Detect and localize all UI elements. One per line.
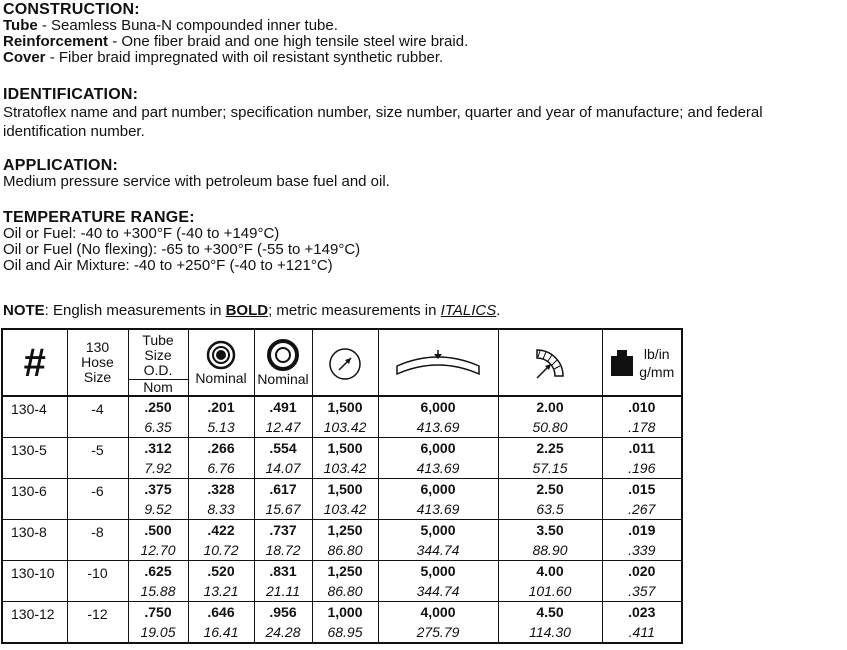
od-nominal-label: Nominal bbox=[257, 370, 309, 387]
weight-metric-cell: .196 bbox=[602, 458, 682, 479]
weight-metric-cell: .339 bbox=[602, 540, 682, 561]
id-nominal-label: Nominal bbox=[195, 369, 247, 386]
bend-radius-metric-cell: 88.90 bbox=[498, 540, 602, 561]
hose-size-cell: -5 bbox=[67, 438, 128, 479]
inner-diameter-metric-cell: 6.76 bbox=[188, 458, 254, 479]
note-text-3: . bbox=[496, 302, 501, 319]
id-header bbox=[188, 329, 254, 396]
part-number-cell: 130-12 bbox=[2, 602, 67, 644]
hose-size-cell: -8 bbox=[67, 520, 128, 561]
pressure-gauge-icon bbox=[313, 345, 378, 381]
inner-diameter-cell: .328 bbox=[188, 479, 254, 500]
burst-pressure-metric-cell: 413.69 bbox=[378, 458, 498, 479]
weight-unit-imperial: lb/in bbox=[643, 345, 670, 362]
operating-pressure-metric-cell: 86.80 bbox=[312, 581, 378, 602]
bend-radius-metric-cell: 57.15 bbox=[498, 458, 602, 479]
tube-od-metric-cell: 19.05 bbox=[128, 622, 188, 643]
part-number-cell: 130-10 bbox=[2, 561, 67, 602]
tube-nom-label: Nom bbox=[129, 379, 188, 395]
reinforcement-line bbox=[3, 34, 468, 50]
table-row bbox=[2, 438, 682, 459]
inner-diameter-cell: .422 bbox=[188, 520, 254, 541]
outer-diameter-metric-cell: 12.47 bbox=[254, 417, 312, 438]
tube-od-metric-cell: 7.92 bbox=[128, 458, 188, 479]
construction-section bbox=[3, 1, 468, 66]
weight-cell: .019 bbox=[602, 520, 682, 541]
outer-diameter-cell: .831 bbox=[254, 561, 312, 582]
note-bold-word: BOLD bbox=[225, 302, 269, 319]
identification-line-1: Stratoflex name and part number; specification number, size number, quarter and year of manufacture; and federal bbox=[3, 104, 763, 121]
inner-diameter-cell: .646 bbox=[188, 602, 254, 623]
bend-radius-cell: 3.50 bbox=[498, 520, 602, 541]
table-body bbox=[2, 396, 682, 643]
inner-diameter-metric-cell: 10.72 bbox=[188, 540, 254, 561]
table-header-row bbox=[2, 329, 682, 396]
temperature-heading: TEMPERATURE RANGE: bbox=[3, 209, 195, 226]
inner-diameter-metric-cell: 13.21 bbox=[188, 581, 254, 602]
weight-metric-cell: .357 bbox=[602, 581, 682, 602]
table-row bbox=[2, 520, 682, 541]
application-heading: APPLICATION: bbox=[3, 157, 118, 174]
inner-diameter-metric-cell: 5.13 bbox=[188, 417, 254, 438]
burst-pressure-metric-cell: 344.74 bbox=[378, 581, 498, 602]
tube-od-cell: .750 bbox=[128, 602, 188, 623]
application-section bbox=[3, 157, 390, 190]
inner-diameter-icon bbox=[189, 340, 254, 370]
weight-cell: .011 bbox=[602, 438, 682, 459]
weight-cell: .010 bbox=[602, 396, 682, 417]
note-text-1: : English measurements in bbox=[44, 302, 226, 319]
bend-radius-icon bbox=[499, 344, 602, 382]
temperature-line-2: Oil or Fuel (No flexing): -65 to +300°F (-55 to +149°C) bbox=[3, 241, 361, 258]
operating-pressure-metric-cell: 68.95 bbox=[312, 622, 378, 643]
burst-pressure-metric-cell: 413.69 bbox=[378, 417, 498, 438]
operating-pressure-cell: 1,250 bbox=[312, 520, 378, 541]
tube-size-header bbox=[128, 329, 188, 396]
identification-line-2: identification number. bbox=[3, 123, 145, 140]
note-line bbox=[3, 302, 500, 319]
hose-size-cell: -12 bbox=[67, 602, 128, 644]
tube-od-cell: .500 bbox=[128, 520, 188, 541]
cover-text: - Fiber braid impregnated with oil resistant synthetic rubber. bbox=[45, 49, 444, 66]
operating-pressure-cell: 1,500 bbox=[312, 438, 378, 459]
temperature-section bbox=[3, 209, 360, 274]
weight-header bbox=[602, 329, 682, 396]
tube-od-cell: .625 bbox=[128, 561, 188, 582]
bend-radius-metric-cell: 63.5 bbox=[498, 499, 602, 520]
tube-text: - Seamless Buna-N compounded inner tube. bbox=[37, 17, 338, 34]
burst-pressure-cell: 6,000 bbox=[378, 396, 498, 417]
tube-od-metric-cell: 9.52 bbox=[128, 499, 188, 520]
part-number-cell: 130-8 bbox=[2, 520, 67, 561]
outer-diameter-cell: .956 bbox=[254, 602, 312, 623]
weight-cell: .015 bbox=[602, 479, 682, 500]
hose-size-line-3: Size bbox=[83, 369, 112, 385]
operating-pressure-metric-cell: 103.42 bbox=[312, 458, 378, 479]
reinforcement-label: Reinforcement bbox=[3, 33, 109, 50]
identification-section bbox=[3, 86, 763, 141]
spec-table bbox=[1, 328, 683, 644]
bend-radius-cell: 4.00 bbox=[498, 561, 602, 582]
bend-radius-cell: 2.25 bbox=[498, 438, 602, 459]
tube-od-metric-cell: 6.35 bbox=[128, 417, 188, 438]
temperature-line-1: Oil or Fuel: -40 to +300°F (-40 to +149°C) bbox=[3, 225, 280, 242]
outer-diameter-metric-cell: 24.28 bbox=[254, 622, 312, 643]
operating-pressure-metric-cell: 103.42 bbox=[312, 499, 378, 520]
cover-line bbox=[3, 50, 468, 66]
operating-pressure-cell: 1,250 bbox=[312, 561, 378, 582]
burst-pressure-cell: 5,000 bbox=[378, 520, 498, 541]
burst-pressure-cell: 6,000 bbox=[378, 438, 498, 459]
hose-size-line-1: 130 bbox=[85, 339, 110, 355]
hose-size-cell: -4 bbox=[67, 396, 128, 438]
weight-metric-cell: .411 bbox=[602, 622, 682, 643]
hose-size-header bbox=[67, 329, 128, 396]
burst-pressure-cell: 5,000 bbox=[378, 561, 498, 582]
tube-od-metric-cell: 15.88 bbox=[128, 581, 188, 602]
tube-od-cell: .250 bbox=[128, 396, 188, 417]
bend-radius-metric-cell: 101.60 bbox=[498, 581, 602, 602]
tube-line bbox=[3, 18, 468, 34]
operating-pressure-cell: 1,500 bbox=[312, 479, 378, 500]
part-number-header bbox=[2, 329, 67, 396]
inner-diameter-metric-cell: 8.33 bbox=[188, 499, 254, 520]
hose-size-cell: -6 bbox=[67, 479, 128, 520]
bend-radius-cell: 2.00 bbox=[498, 396, 602, 417]
table-row bbox=[2, 396, 682, 417]
note-text-2: ; metric measurements in bbox=[268, 302, 441, 319]
outer-diameter-cell: .554 bbox=[254, 438, 312, 459]
cover-label: Cover bbox=[3, 49, 46, 66]
weight-metric-cell: .267 bbox=[602, 499, 682, 520]
weight-icon bbox=[609, 348, 635, 378]
outer-diameter-metric-cell: 14.07 bbox=[254, 458, 312, 479]
table-row bbox=[2, 561, 682, 582]
table-row bbox=[2, 602, 682, 623]
burst-pressure-metric-cell: 344.74 bbox=[378, 540, 498, 561]
bend-radius-cell: 2.50 bbox=[498, 479, 602, 500]
operating-pressure-cell: 1,000 bbox=[312, 602, 378, 623]
inner-diameter-cell: .266 bbox=[188, 438, 254, 459]
weight-cell: .023 bbox=[602, 602, 682, 623]
tube-size-line-1: Tube bbox=[142, 332, 174, 348]
temperature-line-3: Oil and Air Mixture: -40 to +250°F (-40 to +121°C) bbox=[3, 257, 333, 274]
bend-radius-metric-cell: 50.80 bbox=[498, 417, 602, 438]
burst-header bbox=[378, 329, 498, 396]
od-header bbox=[254, 329, 312, 396]
weight-unit-metric: g/mm bbox=[639, 363, 675, 380]
burst-pressure-metric-cell: 275.79 bbox=[378, 622, 498, 643]
weight-metric-cell: .178 bbox=[602, 417, 682, 438]
application-text: Medium pressure service with petroleum base fuel and oil. bbox=[3, 173, 390, 190]
bend-radius-metric-cell: 114.30 bbox=[498, 622, 602, 643]
inner-diameter-metric-cell: 16.41 bbox=[188, 622, 254, 643]
pressure-header bbox=[312, 329, 378, 396]
hose-size-cell: -10 bbox=[67, 561, 128, 602]
part-number-cell: 130-4 bbox=[2, 396, 67, 438]
inner-diameter-cell: .201 bbox=[188, 396, 254, 417]
tube-od-metric-cell: 12.70 bbox=[128, 540, 188, 561]
tube-size-line-2: Size bbox=[144, 347, 172, 363]
note-italic-word: ITALICS bbox=[440, 302, 497, 319]
tube-label: Tube bbox=[3, 17, 38, 34]
bend-radius-header bbox=[498, 329, 602, 396]
bend-radius-cell: 4.50 bbox=[498, 602, 602, 623]
table-row bbox=[2, 479, 682, 500]
tube-size-line-3: O.D. bbox=[143, 362, 173, 378]
outer-diameter-cell: .617 bbox=[254, 479, 312, 500]
operating-pressure-cell: 1,500 bbox=[312, 396, 378, 417]
reinforcement-text: - One fiber braid and one high tensile steel wire braid. bbox=[108, 33, 469, 50]
outer-diameter-metric-cell: 18.72 bbox=[254, 540, 312, 561]
tube-od-cell: .375 bbox=[128, 479, 188, 500]
operating-pressure-metric-cell: 103.42 bbox=[312, 417, 378, 438]
operating-pressure-metric-cell: 86.80 bbox=[312, 540, 378, 561]
construction-heading: CONSTRUCTION: bbox=[3, 1, 140, 18]
outer-diameter-metric-cell: 21.11 bbox=[254, 581, 312, 602]
hose-size-line-2: Hose bbox=[81, 354, 114, 370]
outer-diameter-cell: .737 bbox=[254, 520, 312, 541]
number-symbol: # bbox=[23, 340, 46, 385]
weight-cell: .020 bbox=[602, 561, 682, 582]
burst-pressure-cell: 4,000 bbox=[378, 602, 498, 623]
identification-heading: IDENTIFICATION: bbox=[3, 86, 139, 103]
burst-pressure-icon bbox=[379, 346, 498, 380]
tube-od-cell: .312 bbox=[128, 438, 188, 459]
part-number-cell: 130-5 bbox=[2, 438, 67, 479]
outer-diameter-cell: .491 bbox=[254, 396, 312, 417]
burst-pressure-metric-cell: 413.69 bbox=[378, 499, 498, 520]
part-number-cell: 130-6 bbox=[2, 479, 67, 520]
outer-diameter-icon bbox=[255, 339, 312, 371]
burst-pressure-cell: 6,000 bbox=[378, 479, 498, 500]
inner-diameter-cell: .520 bbox=[188, 561, 254, 582]
note-label: NOTE bbox=[3, 302, 45, 319]
outer-diameter-metric-cell: 15.67 bbox=[254, 499, 312, 520]
